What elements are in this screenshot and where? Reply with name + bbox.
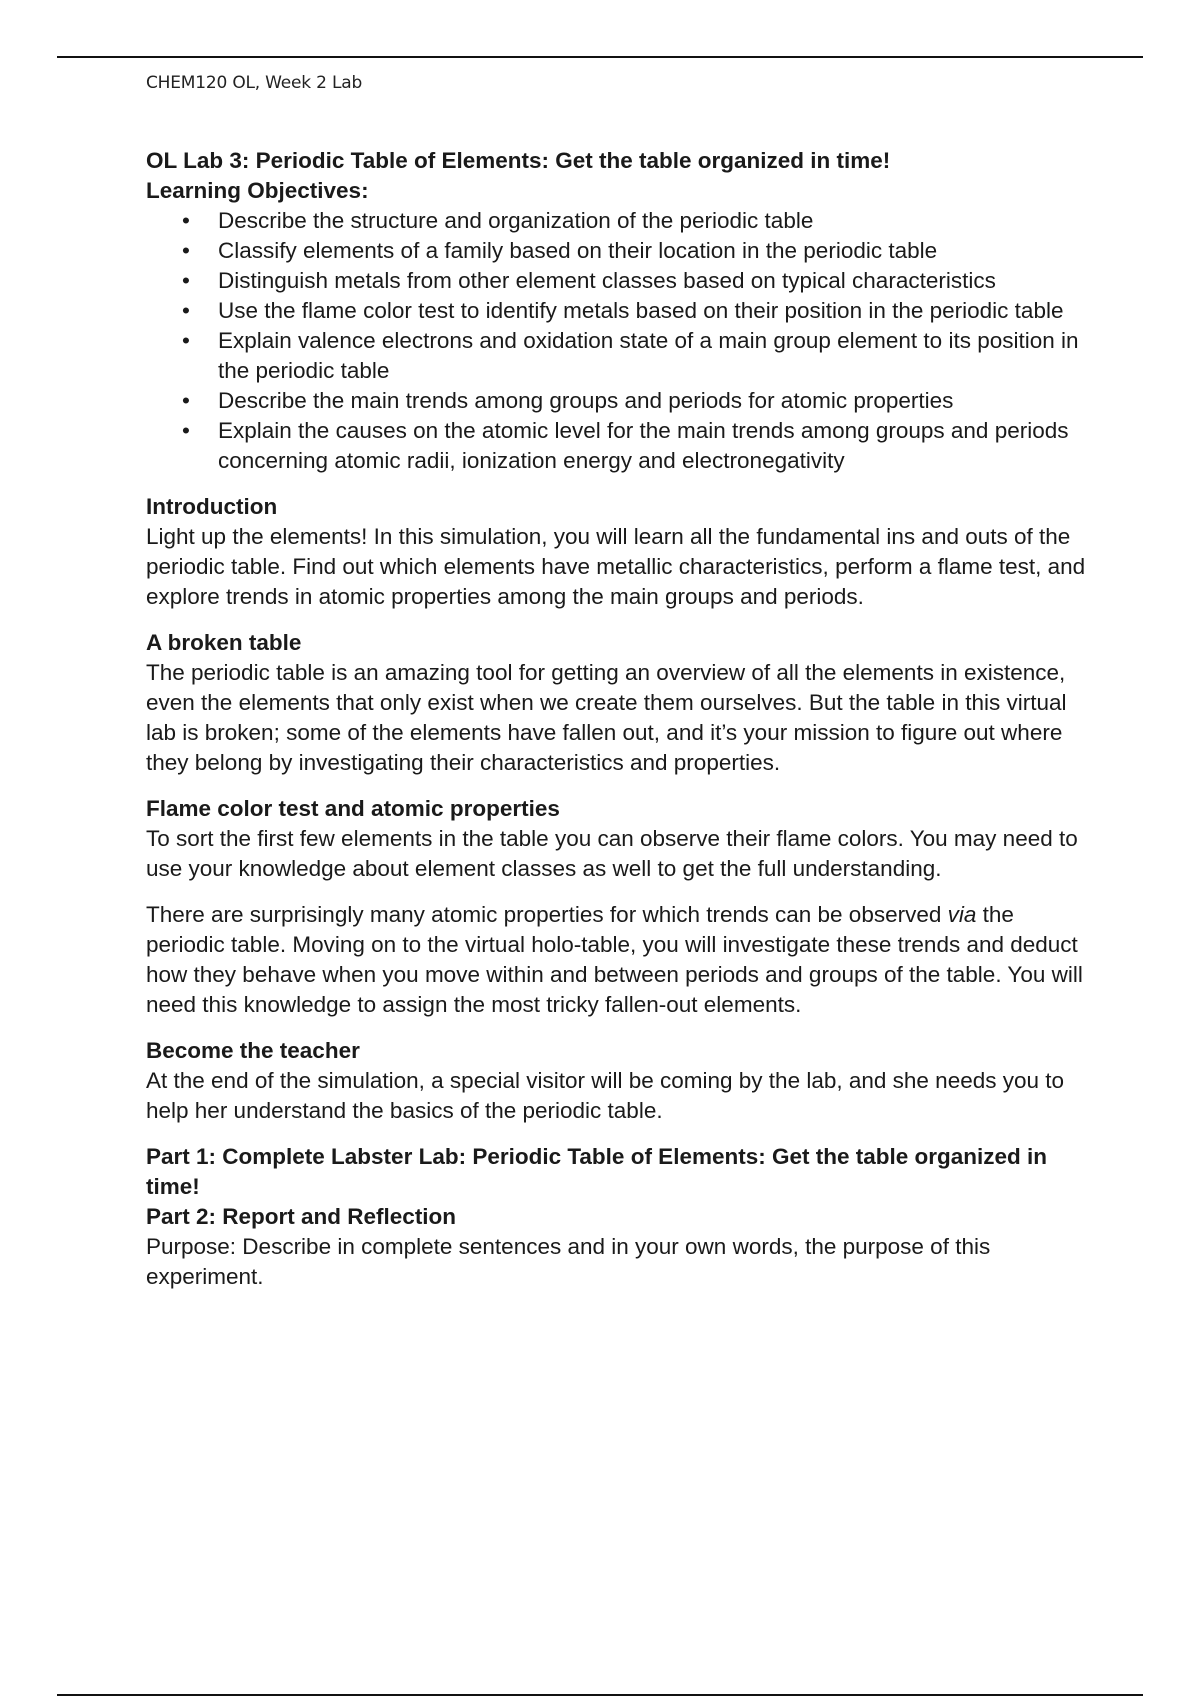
part2-heading: Part 2: Report and Reflection [146,1204,457,1229]
introduction-heading: Introduction [146,494,278,519]
teacher-section [146,1036,1096,1126]
objective-item [146,206,1096,236]
broken-table-section [146,628,1096,778]
teacher-body: At the end of the simulation, a special visitor will be coming by the lab, and she needs you to help her understand the basics of the periodic table. [146,1068,1065,1123]
learning-objectives-list [146,206,1096,476]
part2-section [146,1202,1096,1292]
bullet-icon: • [182,208,190,233]
objective-text: Explain the causes on the atomic level for the main trends among groups and periods concerning atomic radii, ionization energy and electronegativity [218,418,1069,473]
teacher-heading: Become the teacher [146,1038,360,1063]
objective-item [146,386,1096,416]
footer-divider [57,1694,1143,1696]
running-header: CHEM120 OL, Week 2 Lab [146,73,363,93]
objective-text: Distinguish metals from other element classes based on typical characteristics [218,268,996,293]
objective-text: Use the flame color test to identify metals based on their position in the periodic table [218,298,1064,323]
bullet-icon: • [182,238,190,263]
bullet-icon: • [182,388,190,413]
flame-test-body: To sort the first few elements in the table you can observe their flame colors. You may need to use your knowledge about element classes as well to get the full understanding. [146,826,1078,881]
document-body [146,146,1096,1308]
atomic-properties-emphasis: via [947,902,977,927]
broken-table-heading: A broken table [146,630,302,655]
objective-item [146,266,1096,296]
part2-body: Purpose: Describe in complete sentences and in your own words, the purpose of this experiment. [146,1234,991,1289]
objective-item [146,296,1096,326]
atomic-properties-body [146,900,1096,1020]
broken-table-body: The periodic table is an amazing tool for getting an overview of all the elements in existence, even the elements that only exist when we create them ourselves. But the table in this virtual lab is broken; some of the elements have fallen out, and it’s your mission to figure out where they belong by investigating their characteristics and properties. [146,660,1067,775]
learning-objectives-heading: Learning Objectives: [146,178,369,203]
part1-heading: Part 1: Complete Labster Lab: Periodic Table of Elements: Get the table organized in time! [146,1144,1047,1199]
flame-test-section [146,794,1096,1020]
header-divider [57,56,1143,58]
bullet-icon: • [182,328,190,353]
objective-text: Describe the structure and organization of the periodic table [218,208,814,233]
document-title: OL Lab 3: Periodic Table of Elements: Get the table organized in time! [146,148,891,173]
objective-item [146,236,1096,266]
bullet-icon: • [182,418,190,443]
introduction-body: Light up the elements! In this simulation, you will learn all the fundamental ins and outs of the periodic table. Find out which elements have metallic characteristics, perform a flame test, and explore trends in atomic properties among the main groups and periods. [146,524,1086,609]
introduction-section [146,492,1096,612]
objective-text: Describe the main trends among groups and periods for atomic properties [218,388,954,413]
objective-text: Classify elements of a family based on their location in the periodic table [218,238,938,263]
flame-test-heading: Flame color test and atomic properties [146,796,560,821]
objective-text: Explain valence electrons and oxidation state of a main group element to its position in the periodic table [218,328,1079,383]
atomic-properties-text-end: the periodic table. Moving on to the virtual holo-table, you will investigate these trends and deduct how they behave when you move within and between periods and groups of the table. You will need this knowledge to assign the most tricky fallen-out elements. [146,902,1083,1017]
atomic-properties-text-start: There are surprisingly many atomic properties for which trends can be observed [146,902,948,927]
objective-item [146,416,1096,476]
bullet-icon: • [182,298,190,323]
bullet-icon: • [182,268,190,293]
objective-item [146,326,1096,386]
